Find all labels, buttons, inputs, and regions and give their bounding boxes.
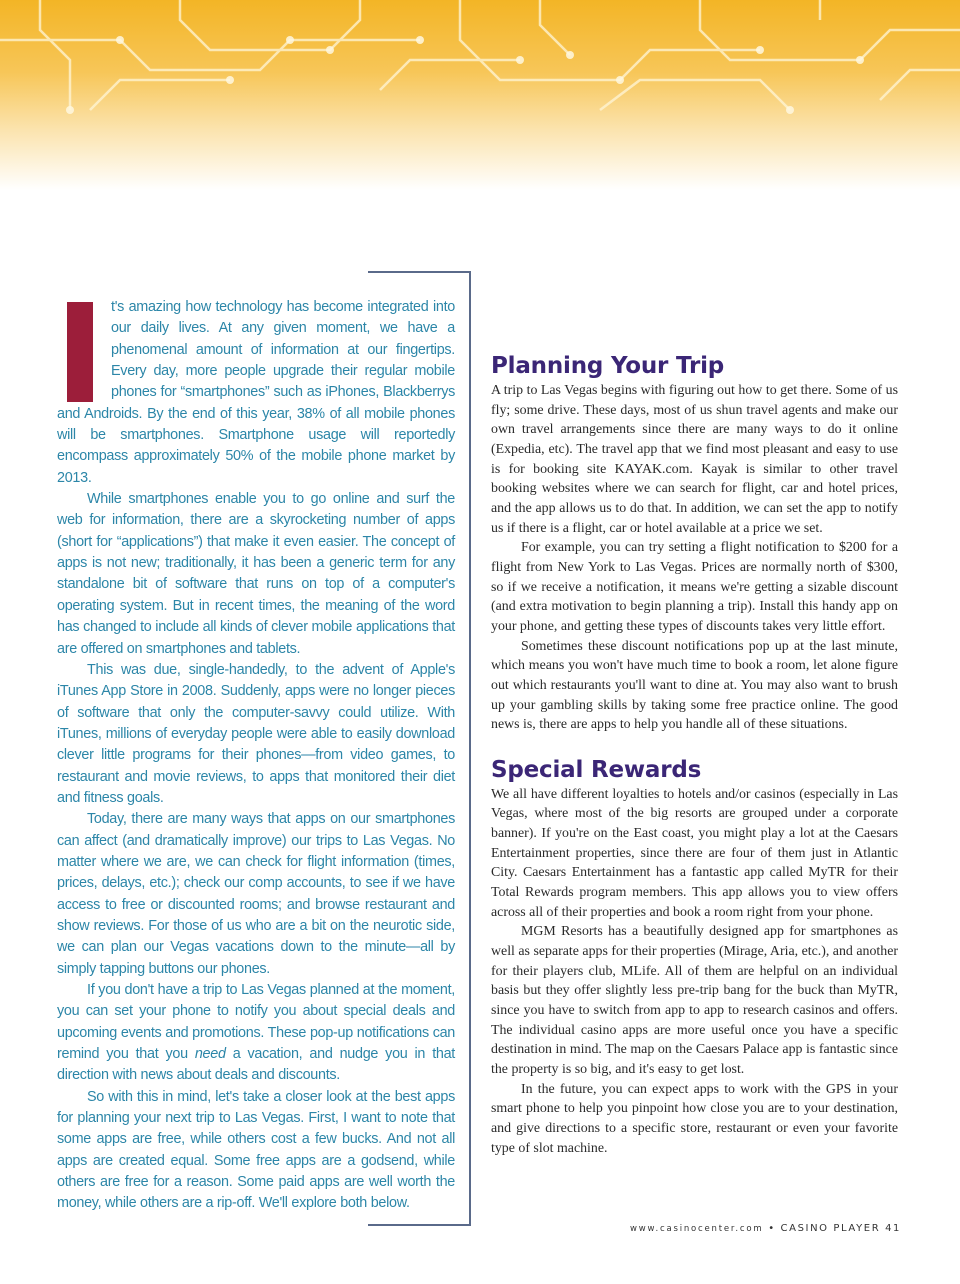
page-footer — [630, 1223, 901, 1234]
footer-magazine: CASINO PLAYER — [780, 1223, 881, 1234]
rewards-heading: Special Rewards — [491, 756, 702, 783]
intro-text: t's amazing how technology has become integrated into our daily lives. At any given moment, we have a phenomenal amount of information at our fingertips. Every day, more people upgrade their regular mobile phones for “smartphones” such as iPhones, Blackberrys and Androids. By the end of this year, 38% of all mobile phones will be smartphones. Smartphone usage will reportedly encompass approximately 50% of the mobile phone market by 2013. — [57, 299, 455, 486]
circuit-pattern-graphic — [0, 0, 960, 190]
frame-rule-bottom — [368, 1224, 471, 1226]
planning-paragraph: A trip to Las Vegas begins with figuring out how to get there. Some of us fly; some drive. These days, most of us shun travel agents and make our own travel arrangements since there are many ways to do it online (Expedia, etc). The travel app that we find most pleasant and easy to use is for booking site KAYAK.com. Kayak is similar to other travel booking websites where we can search for flight, car and hotel prices, and the app allows us to do that. In addition, we can set the app to notify us if there is a flight, car or hotel available at a price we set. — [491, 383, 898, 536]
body-paragraph: So with this in mind, let's take a closer look at the best apps for planning your next trip to Las Vegas. First, I want to note that some apps are free, while others cost a few bucks. And not all apps are created equal. Some free apps are a godsend, while others are free for a reason. Some paid apps are well worth the money, while others are a rip-off. We'll explore both below. — [57, 1088, 455, 1212]
body-paragraph — [57, 980, 455, 1087]
sidebar-column — [491, 351, 898, 1158]
body-paragraph: While smartphones enable you to go online and surf the web for information, there are a skyrocketing number of apps (short for “applications”) that make it even easier. The concept of apps is not new; traditionally, it has been a generic term for any standalone bit of software that runs on top of a computer's operating system. But in recent times, the meaning of the word has changed to include all kinds of clever mobile applications that are offered on smartphones and tablets. — [57, 491, 455, 657]
frame-rule-vertical — [469, 271, 471, 1226]
remind-emphasis: need — [194, 1046, 226, 1063]
page-number: 41 — [885, 1223, 901, 1234]
drop-cap — [67, 302, 93, 402]
footer-site: www.casinocenter.com — [630, 1224, 764, 1234]
frame-rule-top — [368, 271, 471, 273]
planning-heading: Planning Your Trip — [491, 353, 725, 379]
planning-paragraph: For example, you can try setting a flight notification to $200 for a flight from New York to Las Vegas. Prices are normally north of $300, so if we receive a notification, it means we're getting a sizable discount (and extra motivation to begin planning a trip). Install this handy app on your phone, and getting these types of discounts takes very little effort. — [491, 540, 898, 634]
body-paragraph: This was due, single-handedly, to the advent of Apple's iTunes App Store in 2008. Suddenly, apps were no longer pieces of software that only the computer-savvy could utilize. With iTunes, millions of everyday people were able to easily download clever little programs for their phones—from video games, to restaurant and movie reviews, to apps that monitored their diet and fitness goals. — [57, 661, 455, 806]
body-paragraph: Today, there are many ways that apps on our smartphones can affect (and dramatically improve) our trips to Las Vegas. No matter where we are, we can check for flight information (times, prices, delays, etc.); check our comp accounts, to see if we have access to free or discounted rooms; and browse restaurant and show reviews. For those of us who are a bit on the neurotic side, we can plan our Vegas vacations down to the minute—all by simply tapping buttons our phones. — [57, 811, 455, 977]
intro-column — [57, 297, 455, 1215]
planning-paragraph: Sometimes these discount notifications pop up at the last minute, which means you won't have much time to book a room, let alone figure out which restaurants you'll want to dine at. You may also want to brush up your gambling skills by taking some free practice online. The good news is, there are apps to help you handle all of these situations. — [491, 638, 898, 733]
rewards-paragraph: We all have different loyalties to hotels and/or casinos (especially in Las Vegas, where most of the big resorts are grouped under a corporate banner). If you're on the East coast, you might play a lot at the Caesars Entertainment properties, since there are four of them just in Atlantic City. Caesars Entertainment has a fantastic app called MyTR for their Total Rewards program members. This app allows you to view offers across all of their properties and book a room right from your phone. — [491, 786, 898, 920]
rewards-paragraph: MGM Resorts has a beautifully designed app for smartphones as well as separate apps for their properties (Mirage, Aria, etc.), and another for their players club, MLife. All of them are helpful on an individual basis but they offer slightly less pre-trip bang for the buck than MyTR, since you have to switch from app to app to research casinos and offers. The individual casino apps are more useful once you have a specific destination in mind. The map on the Caesars Palace app is fantastic since the property is so big, and it's easy to get lost. — [491, 924, 898, 1077]
intro-paragraph — [57, 297, 455, 489]
footer-separator: • — [768, 1223, 776, 1234]
remind-text-start: If you don't have a trip to Las Vegas planned at the moment, you can set your phone to notify you about special deals and upcoming events and promotions. These pop-up notifications can remind you that you — [57, 982, 455, 1063]
remind-text-end: a vacation, and nudge you in that direction with news about deals and discounts. — [57, 1046, 455, 1084]
rewards-paragraph: In the future, you can expect apps to work with the GPS in your smart phone to help you pinpoint how close you are to your destination, and give directions to a specific store, restaurant or even your favorite type of slot machine. — [491, 1081, 898, 1156]
header-circuit-banner — [0, 0, 960, 190]
